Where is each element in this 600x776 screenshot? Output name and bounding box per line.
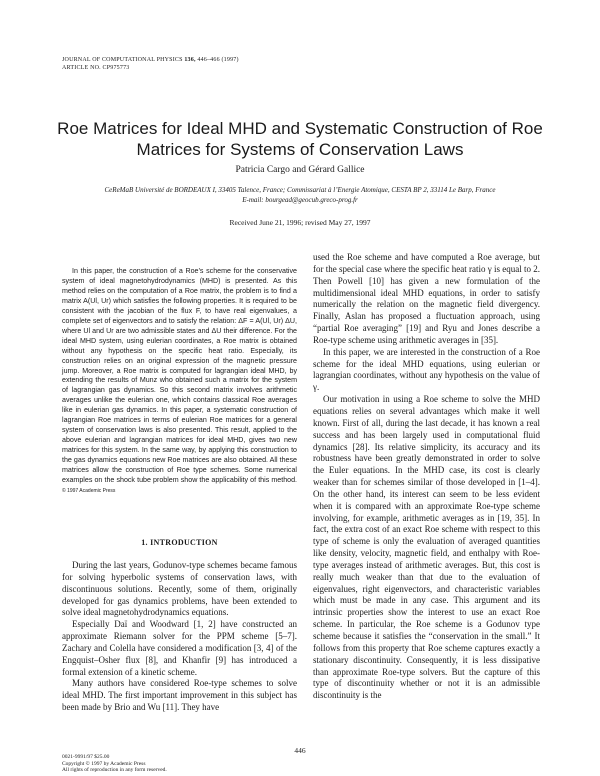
paper-title xyxy=(30,118,570,160)
paragraph: Many authors have considered Roe-type schemes to solve ideal MHD. The first important improvement in this subject has been made by Brio and Wu [11]. They have xyxy=(62,678,297,713)
title-line-1: Roe Matrices for Ideal MHD and Systematic Construction of Roe xyxy=(57,119,543,138)
email: E-mail: bourgead@geocub.greco-prog.fr xyxy=(242,196,358,204)
journal-pages: 446–466 (1997) xyxy=(195,57,239,63)
article-number xyxy=(62,64,239,72)
footer-price: 0021-9991/97 $25.00 xyxy=(62,754,110,760)
paragraph: Our motivation in using a Roe scheme to solve the MHD equations relies on several advantages which make it well known. First of all, during the last decade, it has known a real success and has been largely used in computational fluid dynamics [28]. Its relative simplicity, its accuracy and its robustness have been greatly demonstrated in order to solve the Euler equations. In the MHD case, its cost is clearly weaker than for schemes similar of those developed in [1–4]. On the other hand, its interest can seem to be less evident when it is compared with an approximate Roe-type scheme involving, for example, arithmetic averages as in [19, 35]. In fact, the extra cost of an exact Roe scheme with respect to this type of scheme is only the evaluation of averaged quantities like density, velocity, magnetic field, and enthalpy with Roe-type averages instead of arithmetic averages. But, this cost is really much weaker than that due to the evaluation of eigenvalues, right eigenvectors, and characteristic variables which must be made in any case. This argument and its intrinsic properties show the interest to use an exact Roe scheme. In particular, the Roe scheme is a Godunov type scheme because it satisfies the “conservation in the small.” It follows from this property that Roe scheme captures exactly a stationary discontinuity. Consequently, it is less dissipative than approximate Roe-type solvers. But the capture of this type of discontinuity whether or not it is an admissible discontinuity is the xyxy=(313,394,540,701)
journal-volume: 136, xyxy=(184,57,196,63)
paragraph: used the Roe scheme and have computed a Roe average, but for the special case where the specific heat ratio γ is equal to 2. Then Powell [10] has given a new formulation of the multidimensional ideal MHD equations, in order to satisfy numerically the relation on the magnetic field divergency. Finally, Aslan has proposed a fluctuation approach, using “partial Roe averaging” [19] and Ryu and Jones describe a Roe-type scheme using arithmetic averages in [35]. xyxy=(313,252,540,345)
footer-rights: All rights of reproduction in any form reserved. xyxy=(62,767,167,774)
copyright-footer xyxy=(62,754,167,774)
footer-copyright: Copyright © 1997 by Academic Press xyxy=(62,760,146,767)
affiliation: CeReMaB Université de BORDEAUX I, 33405 Talence, France; Commissariat à l’Energie Atomique, CESTA BP 2, 33114 Le Barp, France xyxy=(104,186,496,194)
paragraph: In this paper, we are interested in the construction of a Roe scheme for the ideal MHD equations, using eulerian or lagrangian coordinates, without any hypothesis on the value of γ. xyxy=(313,346,540,393)
journal-name: JOURNAL OF COMPUTATIONAL PHYSICS xyxy=(62,57,183,63)
page-number: 446 xyxy=(294,746,306,755)
received-date: Received June 21, 1996; revised May 27, 1997 xyxy=(229,218,371,227)
right-column xyxy=(313,252,540,702)
journal-header xyxy=(62,56,239,72)
title-line-2: Matrices for Systems of Conservation Laws xyxy=(136,140,464,159)
journal-citation xyxy=(62,56,239,64)
paragraph: Especially Daï and Woodward [1, 2] have constructed an approximate Riemann solver for the PPM scheme [5–7]. Zachary and Colella have considered a modification [3, 4] of the Engquist–Osher flux [8], and Khanfir [9] has introduced a formal extension of a kinetic scheme. xyxy=(62,619,297,677)
authors: Patricia Cargo and Gérard Gallice xyxy=(235,165,365,175)
abstract xyxy=(62,267,297,497)
article-id: CP975773 xyxy=(100,65,130,71)
left-column xyxy=(62,560,297,714)
paragraph: During the last years, Godunov-type schemes became famous for solving hyperbolic systems of conservation laws, with discontinuous solutions. Recently, some of them, originally developed for gas dynamics problems, have been extended to solve ideal magnetohydrodynamics equations. xyxy=(62,560,297,618)
section-heading: 1. INTRODUCTION xyxy=(141,538,218,547)
abstract-text: In this paper, the construction of a Roe’s scheme for the conservative system of ideal magnetohydrodynamics (MHD) is presented. As this method relies on the computation of a Roe matrix, the problem is to find a matrix A(Ul, Ur) which satisfies the following properties. It is required to be consistent with the jacobian of the flux F, to have real eigenvalues, a complete set of eigenvectors and to satisfy the relation: ΔF = A(Ul, Ur) ΔU, where Ul and Ur are two admissible states and ΔU their difference. For the ideal MHD system, using eulerian coordinates, a Roe matrix is obtained without any hypothesis on the specific heat ratio. Especially, its construction relies on an original expression of the magnetic pressure jump. Moreover, a Roe matrix is computed for lagrangian ideal MHD, by extending the results of Munz who obtained such a matrix for the system of lagrangian gas dynamics. So this second matrix involves arithmetic averages unlike the eulerian one, which contains classical Roe averages like in eulerian gas dynamics. In this paper, a systematic construction of lagrangian Roe matrices in terms of eulerian Roe matrices for a general system of conservation laws is also presented. This result, applied to the above eulerian and lagrangian matrices for ideal MHD, gives two new matrices for this system. In the same way, by applying this construction to the gas dynamics equations new Roe matrices are also obtained. All these matrices allow the construction of Roe type schemes. Some numerical examples on the shock tube problem show the applicability of this method. xyxy=(62,267,297,485)
article-label: ARTICLE NO. xyxy=(62,65,101,71)
abstract-copyright: © 1997 Academic Press xyxy=(62,487,116,494)
